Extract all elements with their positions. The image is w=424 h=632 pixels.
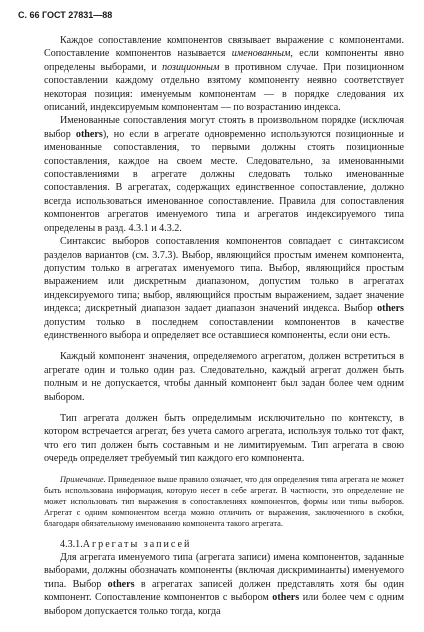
text-run: Каждый компонент значения, определяемого агрегатом, должен встретиться в агрегате один и только один раз. Следовательно, каждый агрегат должен быть полным и не допускается, чтобы данный компонент был задан более чем одним выбором. (44, 351, 404, 403)
section-heading (44, 538, 404, 551)
keyword: others (377, 303, 404, 315)
keyword: others (272, 592, 300, 604)
keyword: others (75, 128, 103, 140)
paragraph (44, 114, 404, 235)
paragraph (44, 412, 404, 466)
paragraph (44, 235, 404, 342)
keyword: others (107, 578, 135, 590)
emphasis: позиционным (162, 61, 220, 73)
text-run: в агрегатах записей должен представлять хотя бы один компонент. Сопоставление компонентов с выбором (44, 578, 404, 604)
text-run: ), но если в агрегате одновременно используются позиционные и именованные сопоставления, то первыми должны стоять позиционные сопоставления, каждое на своем месте. Следовательно, за именованными сопоставлениями в агрегате должны следовать только именованные сопоставления. В агрегатах, содержащих единственное сопоставление, должно всегда использоваться именованное сопоставление. Правила для сопоставления компонентов агрегатов именуемого типа и агрегатов индексируемого типа определены в разд. 4.3.1 и 4.3.2. (44, 128, 404, 234)
paragraph-list (44, 34, 404, 466)
text-run: Именованные сопоставления могут стоять в произвольном порядке (исключая выбор (44, 115, 404, 140)
section-number: 4.3.1. (60, 538, 83, 550)
section-paragraph (44, 551, 404, 618)
text-run: допустим только в последнем сопоставлении компонентов в качестве единственного выбора и определяет все оставшиеся компоненты, если они есть. (44, 316, 404, 341)
footnote-label: Примечание. (60, 474, 106, 484)
text-run: , если компоненты явно определены выборами, и (44, 48, 404, 73)
paragraph (44, 34, 404, 114)
text-run: Синтаксис выборов сопоставления компонентов совпадает с синтаксисом разделов вариантов (см. 3.7.3). Выбор, являющийся простым именем компонента, допустим только в агрегатах именуемого типа. Выбор, являющийся простым выражением или дискретным диапазоном, допустим только в агрегатах индексируемого типа; выбор, являющийся простым выражением, задает значение индекса; дискретный диапазон задает диапазон значений индекса. Выбор (44, 236, 404, 315)
text-run: Тип агрегата должен быть определимым исключительно по контексту, в котором встречается агрегат, без учета самого агрегата, используя только тот факт, что его тип должен быть составным и не лимитируемым. Тип агрегата в свою очередь определяет требуемый тип каждого его компонента. (44, 412, 404, 465)
paragraph (44, 350, 404, 404)
text-run: или более чем с одним выбором допускается только тогда, когда (44, 592, 404, 617)
text-run: в противном случае. При позиционном сопоставлении каждому отдельно взятому компоненту неявно соответствует некоторая позиция: именуемым компонентам — в порядке следования их описаний, индексируемым компонентам — по возрастанию индекса. (44, 61, 404, 114)
text-run: Каждое сопоставление компонентов связывает выражение с компонентами. Сопоставление компонентов называется (44, 35, 404, 60)
text-run: Для агрегата именуемого типа (агрегата записи) имена компонентов, заданные выборами, должны обозначать компоненты (включая дискриминанты) именуемого типа. Выбор (44, 552, 404, 590)
emphasis: именованным (231, 48, 291, 60)
document-body (44, 34, 404, 618)
footnote-text: Приведенное выше правило означает, что для определения типа агрегата не может быть использована информация, которую несет в себе агрегат. В частности, это определение не может использовать тип выражения в сопоставлениях компонентов, формы или типы выборов. Агрегат с одним компонентом всегда можно отличить от выражения, заключенного в скобки, благодаря обязательному именованию компонента такого агрегата. (44, 474, 404, 529)
section-title: Агрегаты записей (82, 538, 192, 550)
page-header: С. 66 ГОСТ 27831—88 (18, 10, 113, 20)
footnote (44, 474, 404, 530)
